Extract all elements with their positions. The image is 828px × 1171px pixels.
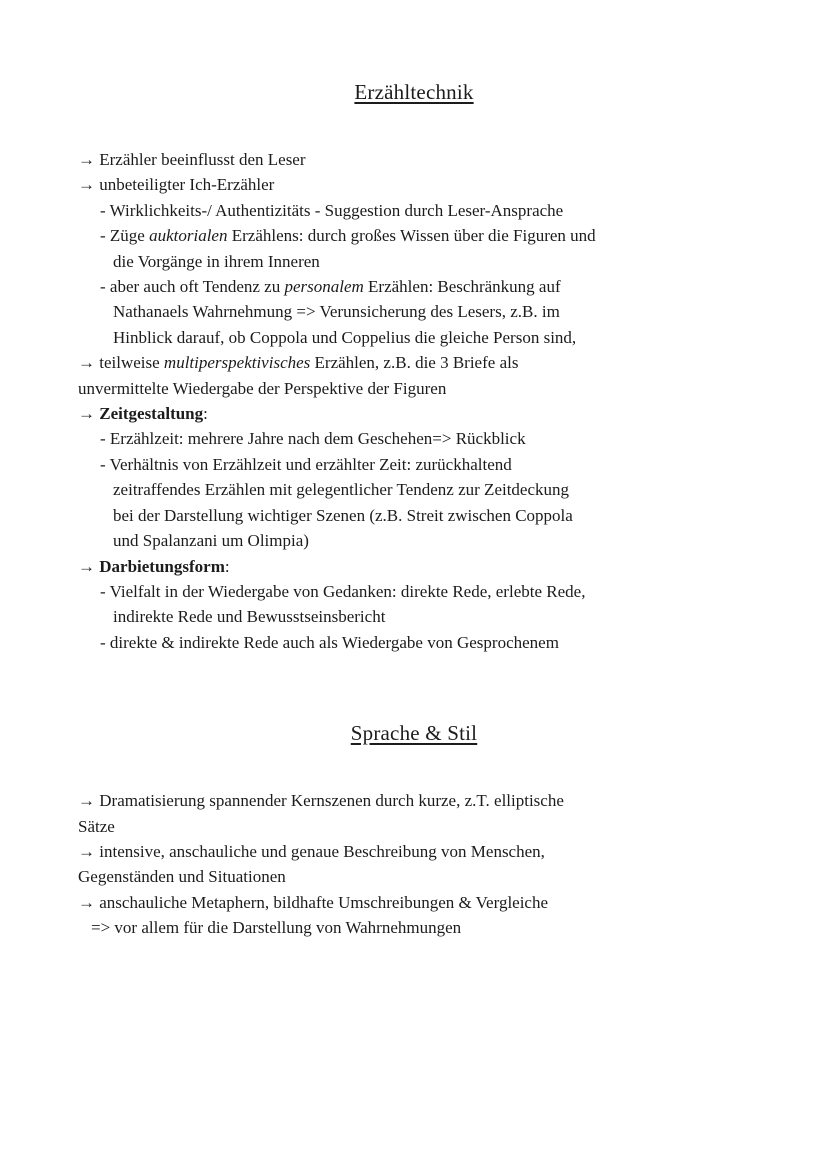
text-line <box>78 814 798 839</box>
text-segment: Hinblick darauf, ob Coppola und Coppelius die gleiche Person sind, <box>113 327 577 347</box>
section-body-sprache-stil <box>78 788 798 940</box>
text-segment: Nathanaels Wahrnehmung => Verunsicherung des Lesers, z.B. im <box>113 302 560 322</box>
section-body-erzaehltechnik <box>78 147 798 655</box>
text-segment: - Wirklichkeits-/ Authentizitäts - Suggestion durch Leser-Ansprache <box>100 200 564 220</box>
text-line <box>78 788 798 813</box>
text-segment: - Erzählzeit: mehrere Jahre nach dem Geschehen=> Rückblick <box>100 429 526 449</box>
text-segment: - aber auch oft Tendenz zu <box>100 277 285 297</box>
text-segment: → Dramatisierung spannender Kernszenen durch kurze, z.T. elliptische <box>78 791 564 811</box>
text-line <box>78 249 798 274</box>
text-segment: → <box>78 556 100 576</box>
text-segment: => vor allem für die Darstellung von Wahrnehmungen <box>91 918 462 938</box>
text-segment: Erzählen, z.B. die 3 Briefe als <box>310 353 519 373</box>
text-line <box>78 630 798 655</box>
text-line <box>78 426 798 451</box>
text-line <box>78 604 798 629</box>
text-segment: → anschauliche Metaphern, bildhafte Umschreibungen & Vergleiche <box>78 892 549 912</box>
text-segment: - Züge <box>100 226 150 246</box>
text-segment: Gegenständen und Situationen <box>78 867 286 887</box>
text-segment: Erzählen: Beschränkung auf <box>363 277 561 297</box>
text-line <box>78 579 798 604</box>
text-segment: Sätze <box>78 816 115 836</box>
text-segment: → teilweise <box>78 353 164 373</box>
text-segment: Darbietungsform <box>99 556 225 576</box>
text-segment: → <box>78 404 100 424</box>
text-segment: - Vielfalt in der Wiedergabe von Gedanken: direkte Rede, erlebte Rede, <box>100 581 586 601</box>
text-segment: Zeitgestaltung <box>99 404 204 424</box>
text-line <box>78 325 798 350</box>
text-segment: bei der Darstellung wichtiger Szenen (z.B. Streit zwischen Coppola <box>113 505 573 525</box>
text-line <box>78 452 798 477</box>
text-segment: auktorialen <box>149 226 228 246</box>
text-segment: : <box>203 404 208 424</box>
text-line <box>78 915 798 940</box>
text-segment: : <box>224 556 230 576</box>
text-segment: → intensive, anschauliche und genaue Beschreibung von Menschen, <box>78 841 545 861</box>
text-segment: multiperspektivisches <box>163 353 311 373</box>
text-line <box>78 477 798 502</box>
section-sprache-stil <box>78 721 798 940</box>
text-segment: indirekte Rede und Bewusstseinsbericht <box>113 607 386 627</box>
section-heading-sprache-stil: Sprache & Stil <box>350 721 478 746</box>
text-line <box>78 198 798 223</box>
text-segment: - Verhältnis von Erzählzeit und erzählter Zeit: zurückhaltend <box>100 454 512 474</box>
text-line <box>78 554 798 579</box>
text-line <box>78 839 798 864</box>
text-segment: personalem <box>284 277 364 297</box>
text-line <box>78 350 798 375</box>
text-segment: → Erzähler beeinflusst den Leser <box>78 150 306 169</box>
text-segment: die Vorgänge in ihrem Inneren <box>113 251 320 271</box>
text-segment: unvermittelte Wiedergabe der Perspektive der Figuren <box>78 378 447 398</box>
text-line <box>78 890 798 915</box>
text-line <box>78 503 798 528</box>
text-line <box>78 376 798 401</box>
text-line <box>78 274 798 299</box>
section-heading-erzaehltechnik: Erzähltechnik <box>354 80 474 104</box>
text-segment: → unbeteiligter Ich-Erzähler <box>78 175 275 195</box>
section-erzaehltechnik <box>78 80 798 655</box>
text-line <box>78 147 798 172</box>
text-line <box>78 528 798 553</box>
text-segment: zeitraffendes Erzählen mit gelegentlicher Tendenz zur Zeitdeckung <box>113 480 570 500</box>
text-line <box>78 223 798 248</box>
text-segment: und Spalanzani um Olimpia) <box>113 531 309 551</box>
text-line <box>78 299 798 324</box>
text-line <box>78 172 798 197</box>
text-segment: - direkte & indirekte Rede auch als Wiedergabe von Gesprochenem <box>100 632 559 652</box>
text-line <box>78 864 798 889</box>
text-segment: Erzählens: durch großes Wissen über die Figuren und <box>227 226 596 246</box>
text-line <box>78 401 798 426</box>
